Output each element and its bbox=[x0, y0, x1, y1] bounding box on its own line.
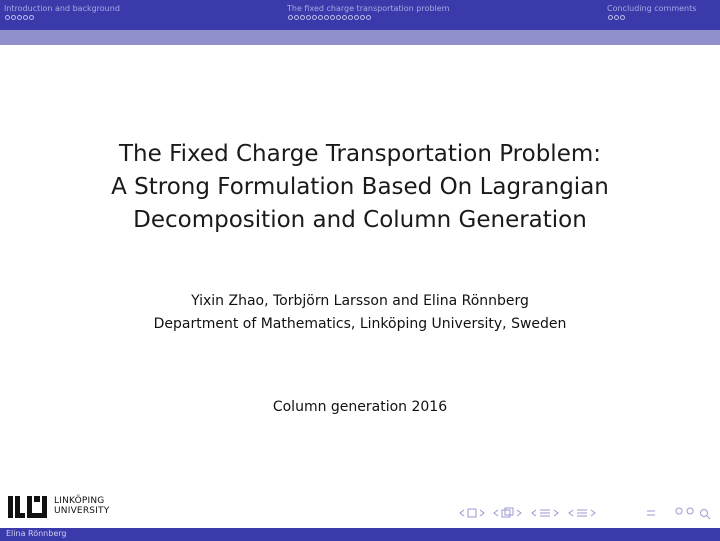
nav-section-introduction[interactable]: Introduction and background bbox=[4, 4, 120, 13]
nav-dot-icon[interactable] bbox=[366, 15, 371, 20]
author-block bbox=[0, 290, 720, 336]
nav-next-subsection-icon[interactable] bbox=[517, 510, 521, 516]
nav-dot-icon[interactable] bbox=[29, 15, 34, 20]
nav-prev-section-icon[interactable] bbox=[532, 510, 536, 516]
nav-dot-icon[interactable] bbox=[318, 15, 323, 20]
nav-prev-subsection-icon[interactable] bbox=[494, 510, 498, 516]
nav-dot-icon[interactable] bbox=[330, 15, 335, 20]
nav-next-section-icon[interactable] bbox=[554, 510, 558, 516]
nav-dot-icon[interactable] bbox=[11, 15, 16, 20]
nav-back-icon[interactable] bbox=[676, 508, 682, 514]
nav-prev-presentation-icon[interactable] bbox=[569, 510, 573, 516]
header-sub-bar bbox=[0, 30, 720, 45]
nav-dot-icon[interactable] bbox=[342, 15, 347, 20]
nav-search-icon[interactable] bbox=[701, 510, 708, 517]
nav-section-concluding[interactable]: Concluding comments bbox=[607, 4, 697, 13]
nav-frame-icon[interactable] bbox=[468, 509, 476, 517]
title-line-2: A Strong Formulation Based On Lagrangian bbox=[111, 174, 609, 200]
liu-logo-text: LINKÖPING UNIVERSITY bbox=[54, 496, 110, 516]
nav-dot-icon[interactable] bbox=[300, 15, 305, 20]
title-line-3: Decomposition and Column Generation bbox=[133, 207, 587, 233]
nav-dot-icon[interactable] bbox=[17, 15, 22, 20]
nav-dot-icon[interactable] bbox=[354, 15, 359, 20]
nav-dot-icon[interactable] bbox=[614, 15, 619, 20]
nav-dot-icon[interactable] bbox=[360, 15, 365, 20]
nav-next-frame-icon[interactable] bbox=[480, 510, 484, 516]
nav-dot-icon[interactable] bbox=[294, 15, 299, 20]
slide-title bbox=[0, 138, 720, 237]
nav-dot-icon[interactable] bbox=[5, 15, 10, 20]
nav-dot-icon[interactable] bbox=[348, 15, 353, 20]
nav-dots-concluding[interactable] bbox=[608, 15, 625, 23]
nav-dot-icon[interactable] bbox=[306, 15, 311, 20]
author-names: Yixin Zhao, Torbjörn Larsson and Elina Rönnberg bbox=[191, 293, 529, 309]
nav-dots-introduction[interactable] bbox=[5, 15, 34, 23]
nav-dot-icon[interactable] bbox=[608, 15, 613, 20]
beamer-navigation-symbols[interactable] bbox=[458, 505, 714, 521]
footer-bar bbox=[0, 528, 720, 541]
title-line-1: The Fixed Charge Transportation Problem: bbox=[118, 141, 601, 167]
event-name: Column generation 2016 bbox=[272, 399, 448, 415]
nav-appendix-icon[interactable] bbox=[647, 511, 655, 515]
nav-dot-icon[interactable] bbox=[288, 15, 293, 20]
nav-dot-icon[interactable] bbox=[312, 15, 317, 20]
nav-presentation-icon[interactable] bbox=[577, 510, 587, 516]
header-navigation-bar bbox=[0, 0, 720, 30]
nav-dot-icon[interactable] bbox=[324, 15, 329, 20]
nav-section-icon[interactable] bbox=[540, 510, 550, 516]
nav-next-presentation-icon[interactable] bbox=[591, 510, 595, 516]
nav-section-fixed-charge[interactable]: The fixed charge transportation problem bbox=[287, 4, 450, 13]
nav-dot-icon[interactable] bbox=[23, 15, 28, 20]
nav-dot-icon[interactable] bbox=[336, 15, 341, 20]
author-affiliation: Department of Mathematics, Linköping University, Sweden bbox=[153, 316, 567, 332]
footer-author: Elina Rönnberg bbox=[6, 529, 67, 538]
nav-dots-fixed-charge[interactable] bbox=[288, 15, 371, 23]
nav-dot-icon[interactable] bbox=[620, 15, 625, 20]
nav-subsection-icon[interactable] bbox=[502, 510, 510, 517]
nav-prev-frame-icon[interactable] bbox=[460, 510, 464, 516]
